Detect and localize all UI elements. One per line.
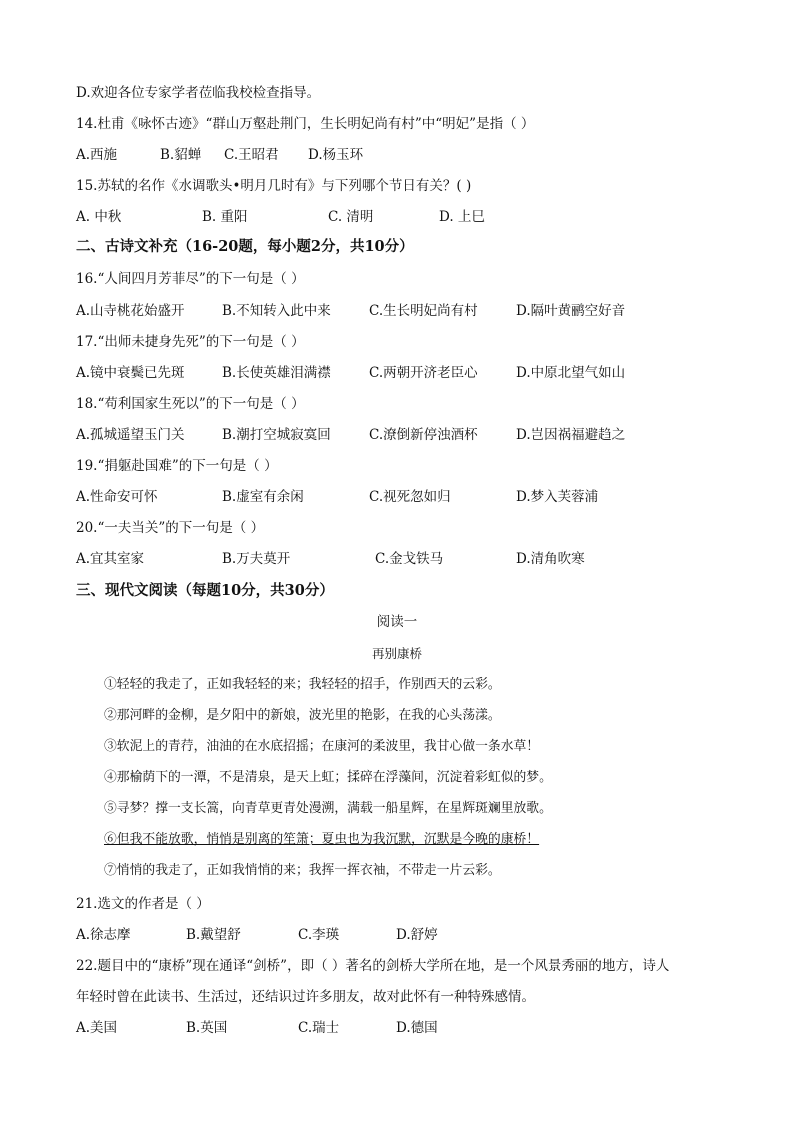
q22-option-a: A.美国 bbox=[76, 1020, 118, 1036]
q20-stem: 20.“一夫当关”的下一句是（ ） bbox=[76, 520, 265, 536]
q21-option-d: D.舒婷 bbox=[396, 927, 438, 943]
q22-stem-line-2: 年轻时曾在此读书、生活过，还结识过许多朋友，故对此怀有一种特殊感情。 bbox=[76, 989, 535, 1005]
q15-option-a: A. 中秋 bbox=[76, 209, 122, 225]
q13-option-d: D.欢迎各位专家学者莅临我校检查指导。 bbox=[76, 85, 321, 101]
poem-stanza-5: ⑤寻梦？撑一支长篙，向青草更青处漫溯，满载一船星辉，在星辉斑斓里放歌。 bbox=[104, 801, 552, 816]
q21-options bbox=[76, 926, 716, 944]
q22-stem-line-1: 22.题目中的“康桥”现在通译“剑桥”，即（ ）著名的剑桥大学所在地，是一个风景秀丽的地方，诗人 bbox=[76, 958, 670, 974]
q16-option-c: C.生长明妃尚有村 bbox=[369, 303, 478, 319]
q16-options bbox=[76, 302, 716, 320]
section-2-heading: 二、古诗文补充（16-20题，每小题2分，共10分） bbox=[76, 238, 414, 255]
section-3-heading: 三、现代文阅读（每题10分，共30分） bbox=[76, 582, 334, 599]
q18-option-c: C.潦倒新停浊酒杯 bbox=[369, 427, 478, 443]
q21-option-b: B.戴望舒 bbox=[186, 927, 241, 943]
q14-options bbox=[76, 146, 716, 164]
q14-option-a: A.西施 bbox=[76, 147, 118, 163]
poem-stanza-1: ①轻轻的我走了，正如我轻轻的来；我轻轻的招手，作别西天的云彩。 bbox=[104, 677, 501, 692]
poem-stanza-2: ②那河畔的金柳，是夕阳中的新娘，波光里的艳影，在我的心头荡漾。 bbox=[104, 708, 501, 723]
q18-stem: 18.“苟利国家生死以”的下一句是（ ） bbox=[76, 396, 305, 412]
q19-option-d: D.梦入芙蓉浦 bbox=[516, 489, 599, 505]
q15-option-d: D. 上巳 bbox=[439, 209, 485, 225]
q16-option-a: A.山寺桃花始盛开 bbox=[76, 303, 185, 319]
q16-option-d: D.隔叶黄鹂空好音 bbox=[516, 303, 626, 319]
q14-option-d: D.杨玉环 bbox=[308, 147, 364, 163]
q22-option-c: C.瑞士 bbox=[298, 1020, 340, 1036]
q22-options bbox=[76, 1019, 716, 1037]
q15-options bbox=[76, 208, 716, 226]
q20-option-d: D.清角吹寒 bbox=[516, 551, 585, 567]
poem-title: 再别康桥 bbox=[371, 646, 422, 661]
q17-option-d: D.中原北望气如山 bbox=[516, 365, 626, 381]
q17-options bbox=[76, 364, 716, 382]
q19-options bbox=[76, 488, 716, 506]
q22-option-d: D.德国 bbox=[396, 1020, 438, 1036]
q18-options bbox=[76, 426, 716, 444]
q17-stem: 17.“出师未捷身先死”的下一句是（ ） bbox=[76, 334, 305, 350]
q16-option-b: B.不知转入此中来 bbox=[222, 303, 331, 319]
poem-stanza-7: ⑦悄悄的我走了，正如我悄悄的来；我挥一挥衣袖，不带走一片云彩。 bbox=[104, 863, 501, 878]
poem-stanza-6: ⑥但我不能放歌，悄悄是别离的笙箫；夏虫也为我沉默，沉默是今晚的康桥！ bbox=[104, 832, 540, 847]
q15-option-b: B. 重阳 bbox=[202, 209, 248, 225]
q18-option-d: D.岂因祸福避趋之 bbox=[516, 427, 626, 443]
poem-stanza-3: ③软泥上的青荇，油油的在水底招摇；在康河的柔波里，我甘心做一条水草！ bbox=[104, 739, 540, 754]
q17-option-b: B.长使英雄泪满襟 bbox=[222, 365, 331, 381]
q18-option-b: B.潮打空城寂寞回 bbox=[222, 427, 331, 443]
q20-option-b: B.万夫莫开 bbox=[222, 551, 291, 567]
q19-stem: 19.“捐躯赴国难”的下一句是（ ） bbox=[76, 458, 278, 474]
q19-option-a: A.性命安可怀 bbox=[76, 489, 158, 505]
q14-option-b: B.貂蝉 bbox=[160, 147, 202, 163]
q15-stem: 15.苏轼的名作《水调歌头•明月几时有》与下列哪个节日有关？( ) bbox=[76, 178, 472, 194]
q15-option-c: C. 清明 bbox=[328, 209, 374, 225]
q16-stem: 16.“人间四月芳菲尽”的下一句是（ ） bbox=[76, 271, 305, 287]
q17-option-a: A.镜中衰鬓已先斑 bbox=[76, 365, 185, 381]
q20-option-a: A.宜其室家 bbox=[76, 551, 145, 567]
q17-option-c: C.两朝开济老臣心 bbox=[369, 365, 478, 381]
q21-option-a: A.徐志摩 bbox=[76, 927, 131, 943]
q21-option-c: C.李瑛 bbox=[298, 927, 340, 943]
q20-options bbox=[76, 550, 716, 568]
q19-option-b: B.虚室有余闲 bbox=[222, 489, 304, 505]
q21-stem: 21.选文的作者是（ ） bbox=[76, 896, 210, 912]
q14-stem: 14.杜甫《咏怀古迹》“群山万壑赴荆门，生长明妃尚有村”中“明妃”是指（ ） bbox=[76, 116, 535, 132]
q19-option-c: C.视死忽如归 bbox=[369, 489, 451, 505]
q20-option-c: C.金戈铁马 bbox=[375, 551, 444, 567]
q14-option-c: C.王昭君 bbox=[224, 147, 279, 163]
q22-option-b: B.英国 bbox=[186, 1020, 228, 1036]
reading-1-label: 阅读一 bbox=[376, 614, 418, 630]
q18-option-a: A.孤城遥望玉门关 bbox=[76, 427, 185, 443]
poem-stanza-4: ④那榆荫下的一潭，不是清泉，是天上虹；揉碎在浮藻间，沉淀着彩虹似的梦。 bbox=[104, 770, 552, 785]
